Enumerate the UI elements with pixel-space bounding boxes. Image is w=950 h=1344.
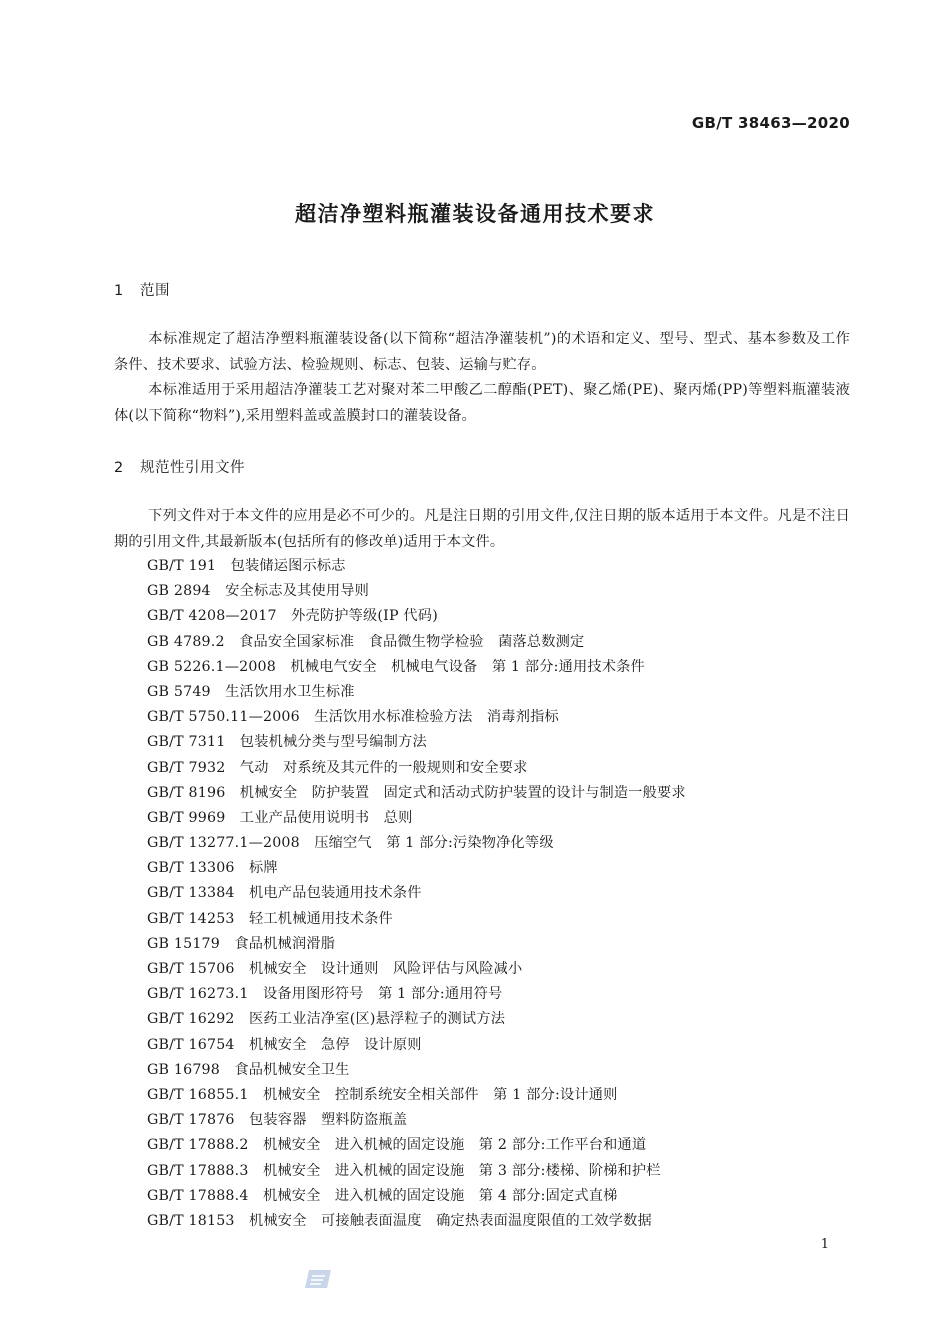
reference-item: GB 15179 食品机械润滑脂 (147, 935, 336, 952)
reference-item: GB/T 17888.4 机械安全 进入机械的固定设施 第 4 部分:固定式直梯 (147, 1187, 618, 1204)
normative-reference-list (147, 554, 686, 1234)
section-2-heading (114, 456, 245, 477)
reference-item: GB/T 14253 轻工机械通用技术条件 (147, 910, 393, 927)
reference-item: GB 5749 生活饮用水卫生标准 (147, 683, 355, 700)
reference-item: GB 5226.1—2008 机械电气安全 机械电气设备 第 1 部分:通用技术条件 (147, 658, 645, 675)
references-intro-paragraph: 下列文件对于本文件的应用是必不可少的。凡是注日期的引用文件,仅注日期的版本适用于本文件。凡是不注日期的引用文件,其最新版本(包括所有的修改单)适用于本文件。 (114, 508, 850, 550)
scope-paragraph-1: 本标准规定了超洁净塑料瓶灌装设备(以下简称“超洁净灌装机”)的术语和定义、型号、型式、基本参数及工作条件、技术要求、试验方法、检验规则、标志、包装、运输与贮存。 (114, 331, 850, 373)
reference-item: GB/T 7932 气动 对系统及其元件的一般规则和安全要求 (147, 759, 528, 776)
reference-item: GB/T 13306 标牌 (147, 860, 278, 877)
section-title: 范围 (140, 283, 170, 299)
sac-logo-icon (303, 1268, 333, 1290)
reference-item: GB/T 15706 机械安全 设计通则 风险评估与风险减小 (147, 961, 523, 977)
reference-item: GB/T 191 包装储运图示标志 (147, 558, 346, 574)
reference-item: GB/T 8196 机械安全 防护装置 固定式和活动式防护装置的设计与制造一般要求 (147, 784, 686, 801)
reference-item: GB/T 7311 包装机械分类与型号编制方法 (147, 734, 427, 751)
reference-item: GB/T 18153 机械安全 可接触表面温度 确定热表面温度限值的工效学数据 (147, 1212, 652, 1229)
document-title: 超洁净塑料瓶灌装设备通用技术要求 (295, 202, 655, 226)
reference-item: GB/T 17876 包装容器 塑料防盗瓶盖 (147, 1112, 408, 1129)
reference-item: GB/T 16754 机械安全 急停 设计原则 (147, 1036, 422, 1053)
reference-item: GB/T 13384 机电产品包装通用技术条件 (147, 885, 422, 902)
section-number: 1 (114, 283, 124, 299)
reference-item: GB/T 16273.1 设备用图形符号 第 1 部分:通用符号 (147, 986, 503, 1003)
reference-item: GB/T 17888.2 机械安全 进入机械的固定设施 第 2 部分:工作平台和通道 (147, 1137, 647, 1154)
reference-item: GB 16798 食品机械安全卫生 (147, 1061, 350, 1078)
reference-item: GB/T 17888.3 机械安全 进入机械的固定设施 第 3 部分:楼梯、阶梯和护栏 (147, 1162, 661, 1179)
reference-item: GB/T 13277.1—2008 压缩空气 第 1 部分:污染物净化等级 (147, 835, 554, 852)
reference-item: GB 4789.2 食品安全国家标准 食品微生物学检验 菌落总数测定 (147, 633, 585, 650)
scope-paragraph-2: 本标准适用于采用超洁净灌装工艺对聚对苯二甲酸乙二醇酯(PET)、聚乙烯(PE)、聚丙烯(PP)等塑料瓶灌装液体(以下简称“物料”),采用塑料盖或盖膜封口的灌装设备。 (114, 382, 850, 424)
reference-item: GB/T 4208—2017 外壳防护等级(IP 代码) (147, 608, 438, 625)
page-number: 1 (820, 1237, 829, 1252)
reference-item: GB/T 16855.1 机械安全 控制系统安全相关部件 第 1 部分:设计通则 (147, 1086, 618, 1103)
reference-item: GB 2894 安全标志及其使用导则 (147, 583, 370, 600)
standard-number: GB/T 38463—2020 (691, 114, 850, 132)
section-1-heading (114, 279, 170, 300)
section-number: 2 (114, 460, 124, 476)
section-title: 规范性引用文件 (140, 460, 245, 476)
reference-item: GB/T 9969 工业产品使用说明书 总则 (147, 809, 413, 826)
reference-item: GB/T 5750.11—2006 生活饮用水标准检验方法 消毒剂指标 (147, 709, 559, 726)
reference-item: GB/T 16292 医药工业洁净室(区)悬浮粒子的测试方法 (147, 1011, 506, 1028)
